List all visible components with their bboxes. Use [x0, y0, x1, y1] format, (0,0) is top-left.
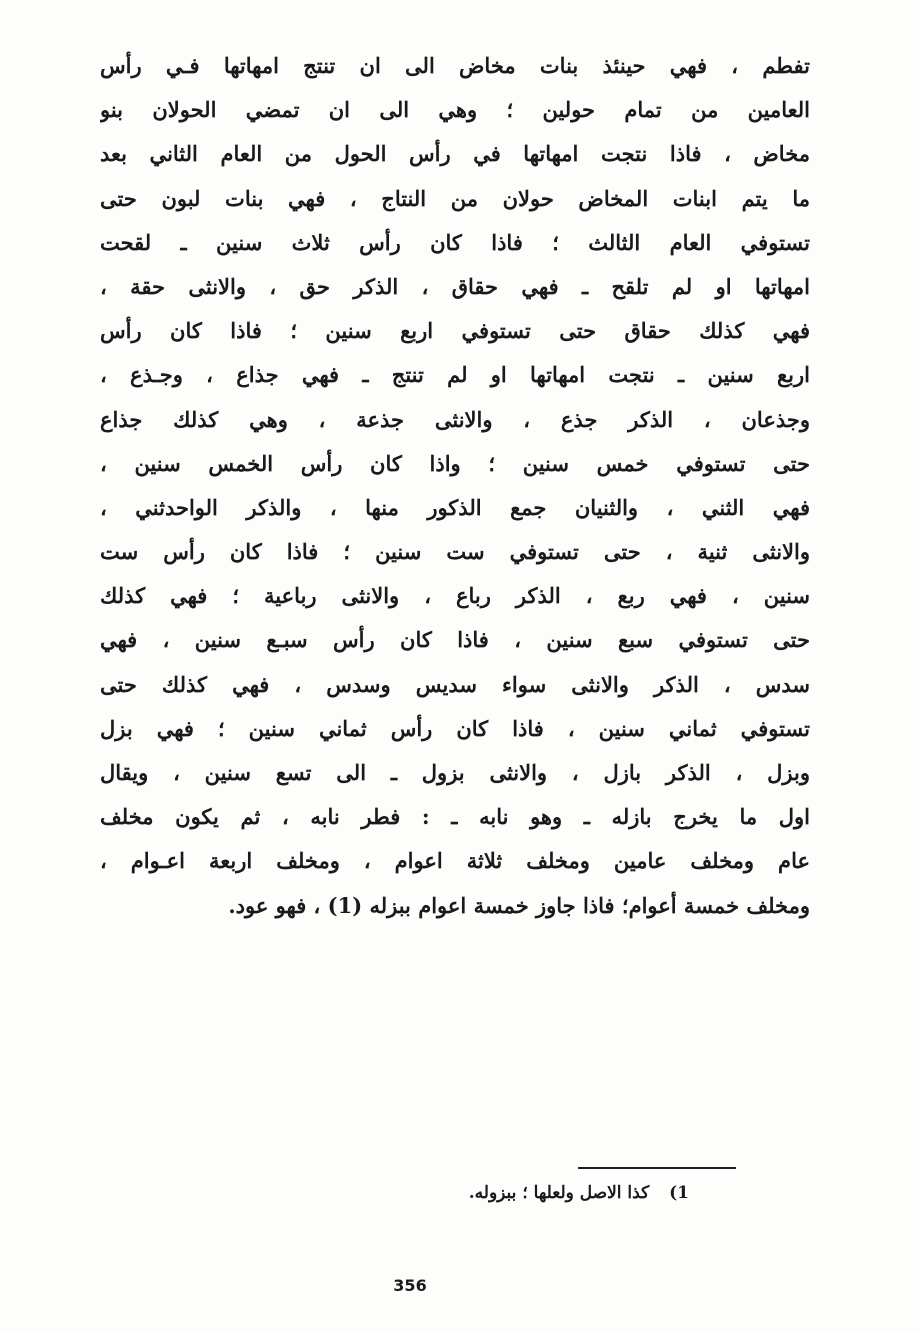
footnote-text: كذا الاصل ولعلها ؛ ببزوله. [468, 1183, 650, 1203]
text-line: عام ومخلف عامين ومخلف ثلاثة اعوام ، ومخلف اربعة اعـوام ، [100, 848, 810, 874]
text-line: حتى تستوفي سبع سنين ، فاذا كان رأس سبـع سنين ، فهي [100, 627, 810, 653]
text-line: فهي كذلك حقاق حتى تستوفي اربع سنين ؛ فاذا كان رأس [100, 318, 810, 344]
text-line: فهي الثني ، والثنيان جمع الذكور منها ، والذكر الواحدثني ، [100, 494, 810, 520]
text-line: تستوفي ثماني سنين ، فاذا كان رأس ثماني سنين ؛ فهي بزل [100, 715, 810, 741]
text-line: مخاض ، فاذا نتجت امهاتها في رأس الحول من العام الثاني بعد [100, 141, 810, 167]
text-line: وبزل ، الذكر بازل ، والانثى بزول ـ الى تسع سنين ، ويقال [100, 760, 810, 785]
footnote-marker: 1) [669, 1183, 689, 1203]
text-line: العامين من تمام حولين ؛ وهي الى ان تمضي الحولان بنو [100, 97, 810, 123]
text-line: سنين ، فهي ربع ، الذكر رباع ، والانثى رباعية ؛ فهي كذلك [100, 583, 810, 609]
text-line: اول ما يخرج بازله ـ وهو نابه ـ : فطر نابه ، ثم يكون مخلف [100, 804, 810, 830]
footnote [469, 1183, 689, 1203]
page-number: 356 [393, 1276, 427, 1295]
text-line: ما يتم ابنات المخاض حولان من النتاج ، فهي بنات لبون حتى [100, 185, 810, 211]
footnote-divider [578, 1167, 736, 1169]
text-line: سدس ، الذكر والانثى سواء سديس وسدس ، فهي كذلك حتى [100, 671, 810, 697]
text-line: والانثى ثنية ، حتى تستوفي ست سنين ؛ فاذا كان رأس ست [100, 539, 810, 565]
text-line: حتى تستوفي خمس سنين ؛ واذا كان رأس الخمس سنين ، [100, 450, 810, 476]
text-line: اربع سنين ـ نتجت امهاتها او لم تنتج ـ فهي جذاع ، وجـذع ، [100, 362, 810, 388]
text-line: تستوفي العام الثالث ؛ فاذا كان رأس ثلاث سنين ـ لقحت [100, 229, 810, 255]
text-line: امهاتها او لم تلقح ـ فهي حقاق ، الذكر حق ، والانثى حقة ، [100, 273, 810, 299]
text-line: تفطم ، فهي حينئذ بنات مخاض الى ان تنتج امهاتها فـي رأس [100, 53, 810, 78]
text-line: ومخلف خمسة أعوام؛ فاذا جاوز خمسة اعوام ببزله (1) ، فهو عود. [228, 892, 810, 918]
main-text-block [100, 44, 810, 928]
text-line: وجذعان ، الذكر جذع ، والانثى جذعة ، وهي كذلك جذاع [100, 406, 810, 432]
